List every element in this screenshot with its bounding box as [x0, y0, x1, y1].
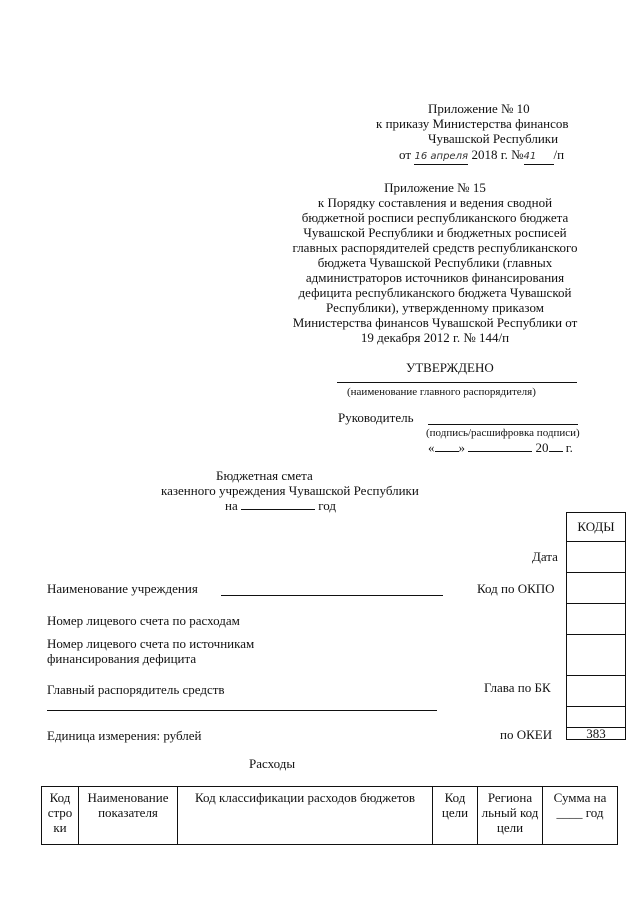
- expenses-table: [41, 786, 618, 845]
- appendix10-line2: к приказу Министерства финансов: [376, 116, 569, 131]
- appendix15-line: Приложение № 15: [384, 180, 486, 195]
- account-expenses-label: Номер лицевого счета по расходам: [47, 613, 240, 628]
- okei-code-cell: [567, 707, 626, 728]
- institution-label: Наименование учреждения: [47, 581, 198, 596]
- okei-label: по ОКЕИ: [500, 727, 553, 742]
- appendix10-date-line: [399, 147, 564, 165]
- appendix15-line: администраторов источников финансирования: [305, 270, 565, 285]
- month-blank: [468, 451, 532, 452]
- title-year-prefix: на: [225, 498, 238, 513]
- year-prefix: 20: [535, 440, 549, 455]
- date-code-cell: [567, 542, 626, 573]
- okei-value: 383: [567, 728, 626, 740]
- title-year-blank: [241, 509, 315, 510]
- appendix15-line: дефицита республиканского бюджета Чувашской: [298, 285, 572, 300]
- date-prefix: от: [399, 147, 412, 162]
- col-row-code: Код стро ки: [42, 787, 79, 845]
- signature-line: [428, 424, 578, 425]
- chapter-bk-label: Глава по БК: [484, 680, 551, 695]
- col-indicator-name: Наименование показателя: [79, 787, 178, 845]
- date-handwritten: 16 апреля: [414, 149, 468, 165]
- unit-label: Единица измерения: рублей: [47, 728, 202, 743]
- day-blank: [435, 451, 459, 452]
- chief-distributor-line: [47, 710, 437, 711]
- distributor-line: [337, 382, 577, 383]
- number-label: №: [511, 147, 524, 162]
- appendix15-line: главных распорядителей средств республиканского: [292, 240, 578, 255]
- quote-close: »: [458, 440, 465, 455]
- appendix15-line: Чувашской Республики и бюджетных росписей: [303, 225, 567, 240]
- appendix15-line: бюджета Чувашской Республики (главных: [317, 255, 553, 270]
- appendix10-line1: Приложение № 10: [428, 101, 530, 116]
- signature-caption: (подпись/расшифровка подписи): [426, 427, 580, 439]
- codes-table: [566, 512, 626, 740]
- account-sources-label-1: Номер лицевого счета по источникам: [47, 636, 255, 651]
- approved-title: УТВЕРЖДЕНО: [406, 360, 494, 375]
- appendix15-line: Министерства финансов Чувашской Республики от: [292, 315, 578, 330]
- appendix15-line: 19 декабря 2012 г. № 144/п: [360, 330, 510, 345]
- okpo-label: Код по ОКПО: [477, 581, 555, 596]
- account-sources-label-2: финансирования дефицита: [47, 651, 197, 666]
- distributor-caption: (наименование главного распорядителя): [347, 386, 536, 398]
- date-label: Дата: [532, 549, 558, 564]
- year-blank: [549, 451, 563, 452]
- col-regional-purpose-code: Региона льный код цели: [478, 787, 543, 845]
- bk-code-cell: [567, 676, 626, 707]
- appendix10-line3: Чувашской Республики: [428, 131, 559, 146]
- expenses-title: Расходы: [249, 756, 296, 771]
- head-label: Руководитель: [338, 410, 414, 425]
- appendix15-line: бюджетной росписи республиканского бюджета: [301, 210, 569, 225]
- col-purpose-code: Код цели: [433, 787, 478, 845]
- col-amount: Сумма на ____ год: [543, 787, 618, 845]
- title-line1: Бюджетная смета: [216, 468, 313, 483]
- codes-header: КОДЫ: [567, 513, 626, 542]
- appendix15-block: [255, 180, 615, 345]
- approval-date-line: [428, 440, 573, 455]
- expenses-header-row: [42, 787, 618, 845]
- okpo-code-cell: [567, 573, 626, 604]
- appendix15-line: к Порядку составления и ведения сводной: [317, 195, 553, 210]
- chief-distributor-label: Главный распорядитель средств: [47, 682, 225, 697]
- number-handwritten: 41: [524, 149, 554, 165]
- year: 2018 г.: [471, 147, 508, 162]
- account-expenses-code-cell: [567, 604, 626, 635]
- title-line3: [225, 498, 336, 513]
- year-suffix: г.: [565, 440, 573, 455]
- title-year-suffix: год: [318, 498, 336, 513]
- col-expense-classification: Код классификации расходов бюджетов: [178, 787, 433, 845]
- quote-open: «: [428, 440, 435, 455]
- appendix15-line: Республики), утвержденному приказом: [326, 300, 544, 315]
- number-suffix: /п: [553, 147, 565, 162]
- title-line2: казенного учреждения Чувашской Республики: [161, 483, 419, 498]
- institution-line: [221, 595, 443, 596]
- account-sources-code-cell: [567, 635, 626, 676]
